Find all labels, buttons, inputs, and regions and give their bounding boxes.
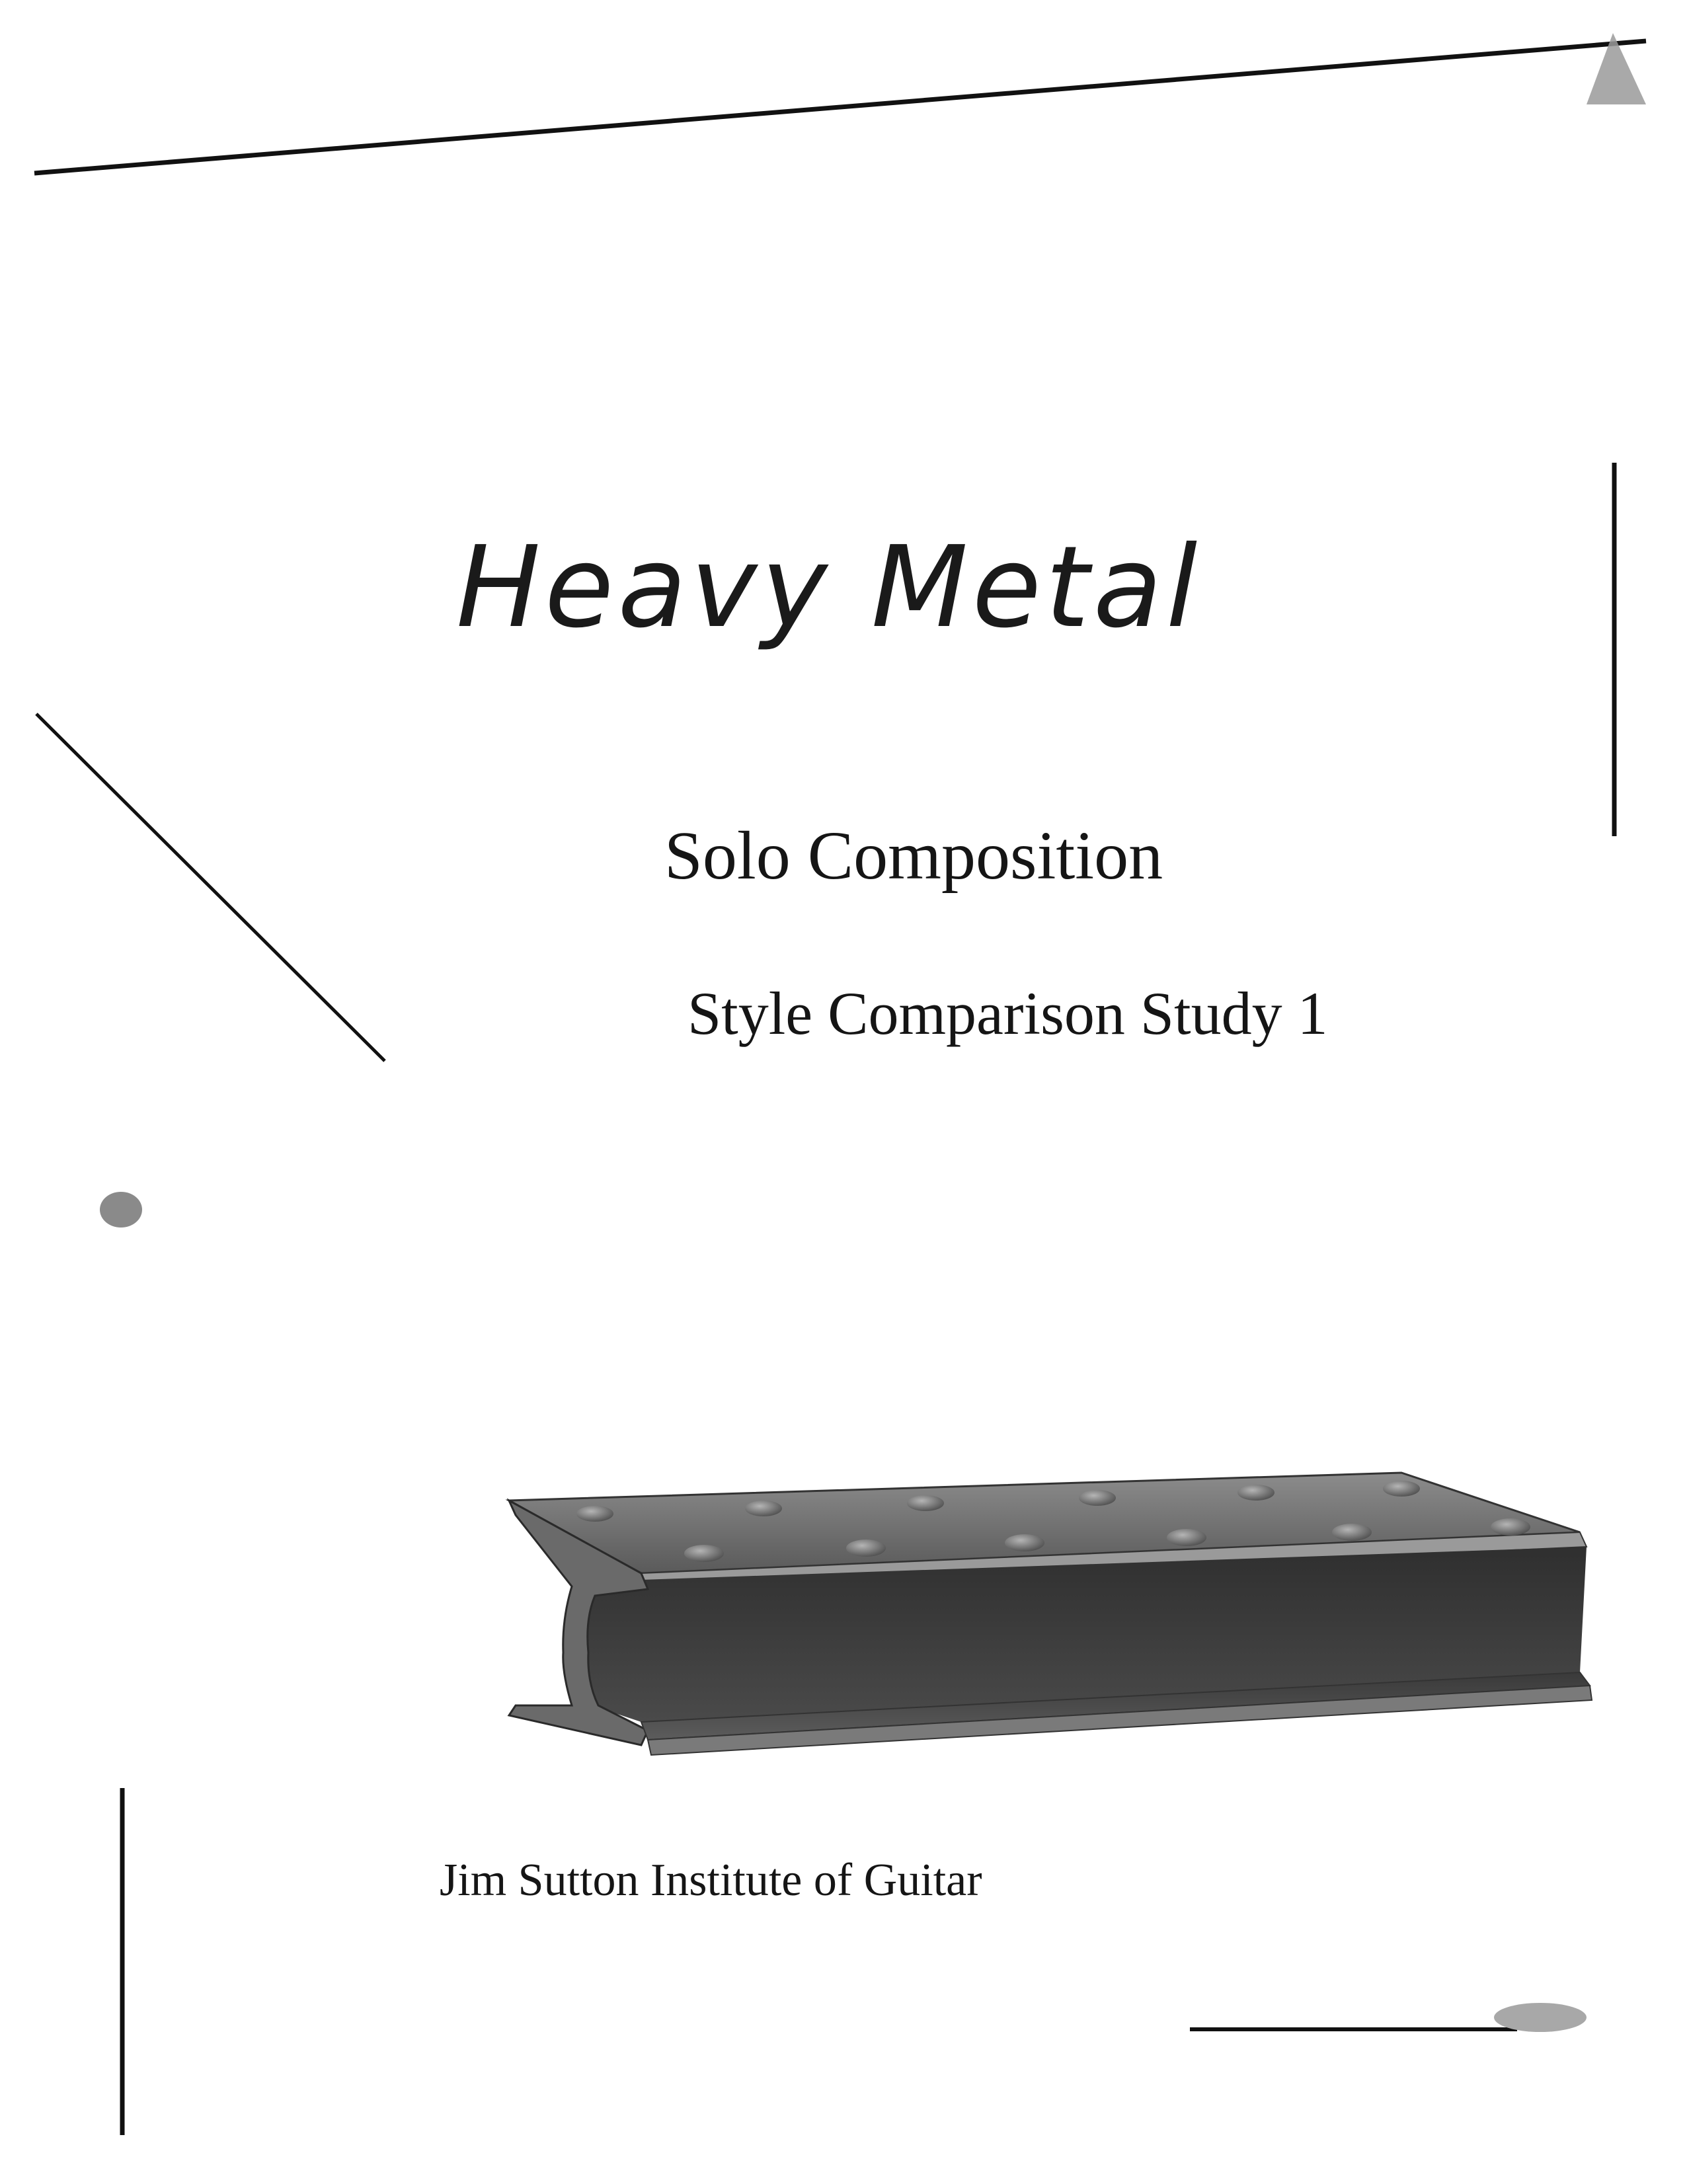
institute-name: Jim Sutton Institute of Guitar bbox=[440, 1855, 982, 1906]
top-slanted-rule bbox=[34, 41, 1646, 173]
steel-i-beam-illustration bbox=[489, 1454, 1593, 1765]
grey-dot-ornament bbox=[100, 1192, 142, 1228]
grey-oval-ornament bbox=[1494, 2003, 1587, 2032]
cover-title: Heavy Metal bbox=[456, 522, 1202, 653]
cover-study-label: Style Comparison Study 1 bbox=[687, 980, 1328, 1047]
left-diagonal-rule bbox=[36, 714, 385, 1061]
cover-subtitle: Solo Composition bbox=[664, 818, 1163, 894]
